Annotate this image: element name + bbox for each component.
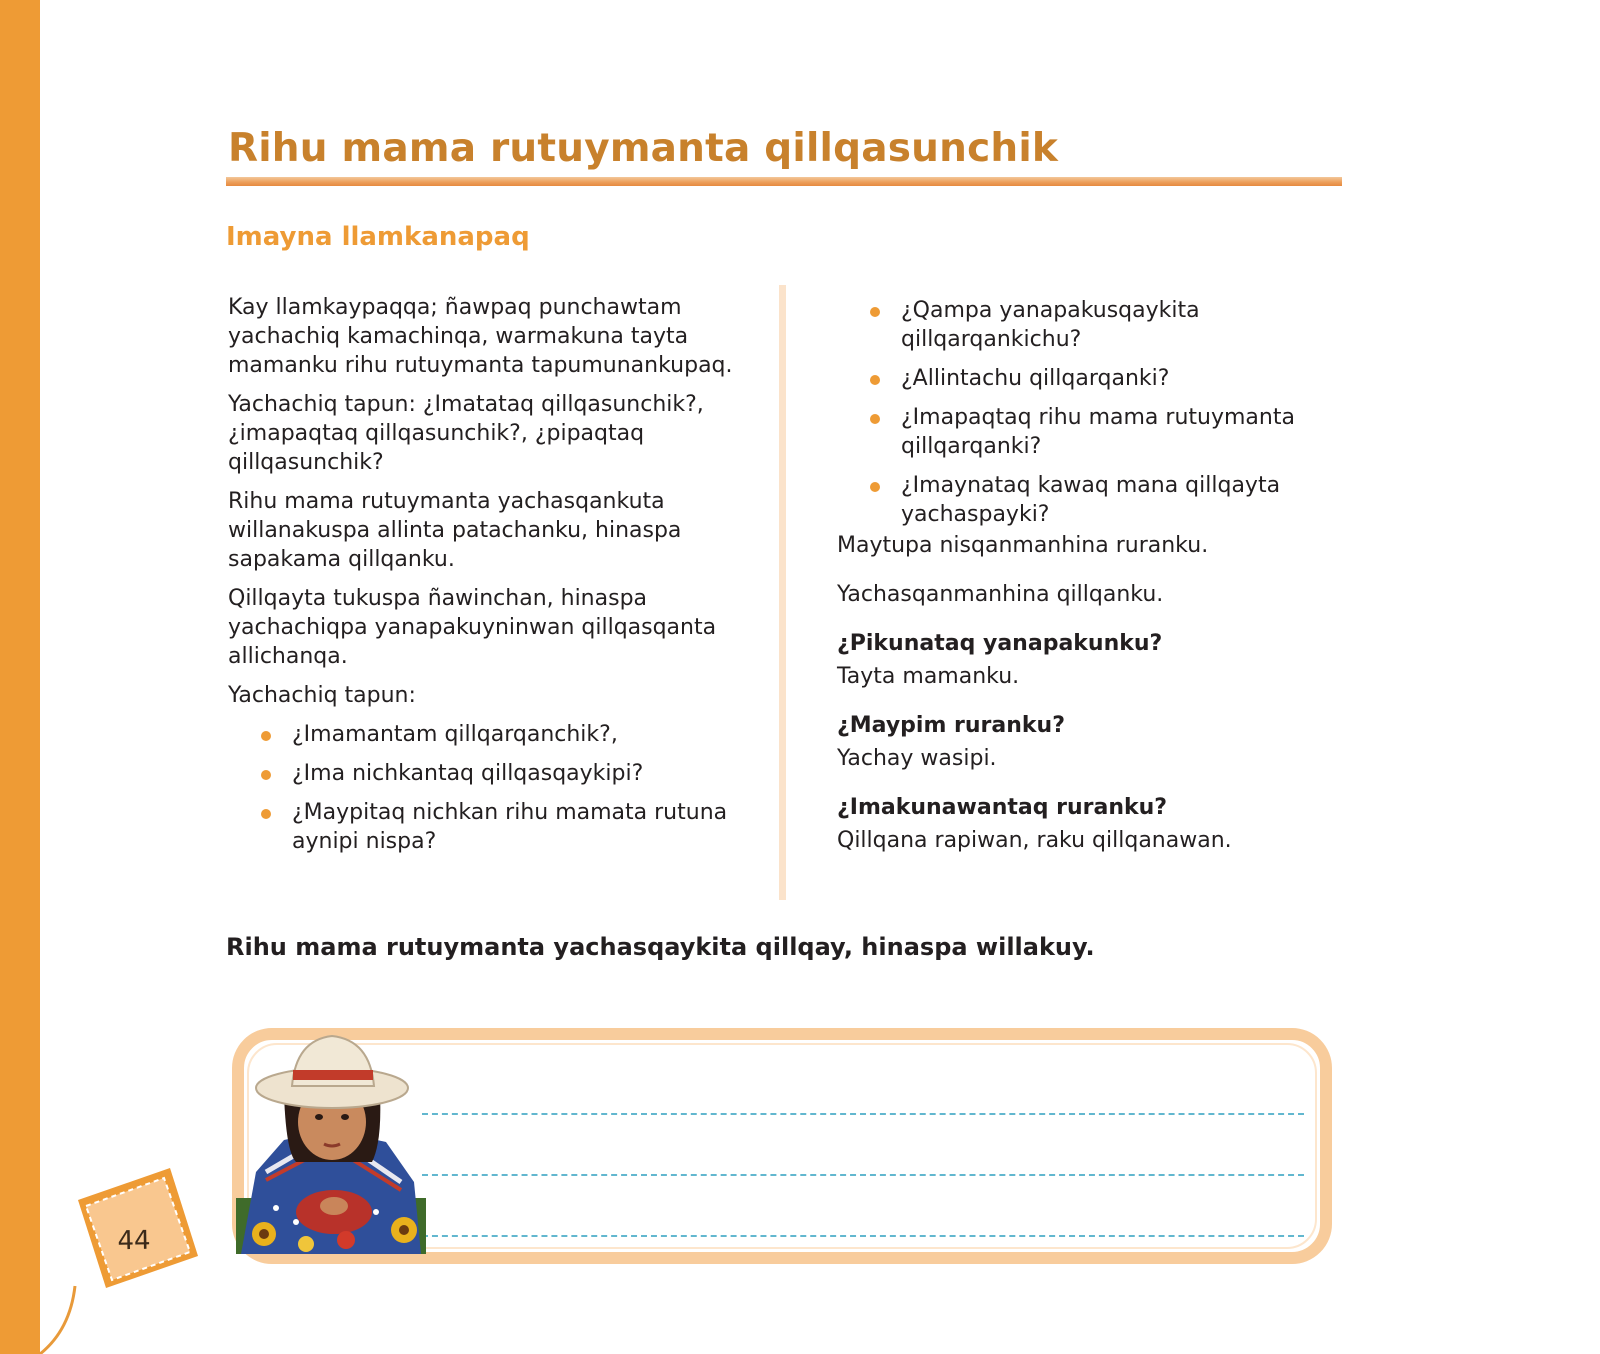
eye-shape — [341, 1114, 349, 1120]
poncho-dot — [373, 1209, 379, 1215]
writing-line[interactable] — [422, 1174, 1304, 1176]
right-column — [837, 296, 1357, 855]
kite-page-badge — [30, 1160, 240, 1354]
eye-shape — [315, 1114, 323, 1120]
list-item-text: ¿Imamantam qillqarqanchik?, — [292, 722, 618, 747]
list-item — [837, 364, 1357, 393]
page-title: Rihu mama rutuymanta qillqasunchik — [228, 126, 1059, 171]
paragraph: Kay llamkaypaqqa; ñawpaq punchawtam yachachiq kamachinqa, warmakuna tayta mamanku rihu rutuymanta tapumunankupaq. — [228, 295, 733, 378]
left-margin-band — [0, 0, 40, 1354]
bullet-icon — [870, 482, 880, 492]
list-item-text: ¿Imapaqtaq rihu mama rutuymanta qillqarqanki? — [901, 405, 1295, 459]
answer-text: Tayta mamanku. — [837, 664, 1020, 689]
bullet-icon — [870, 375, 880, 385]
writing-line[interactable] — [422, 1113, 1304, 1115]
poncho-dot — [293, 1219, 299, 1225]
left-column — [228, 293, 748, 866]
poncho-dot — [273, 1205, 279, 1211]
hat-band — [293, 1070, 373, 1080]
girl-illustration — [236, 1022, 426, 1254]
writing-instruction: Rihu mama rutuymanta yachasqaykita qillqay, hinaspa willakuy. — [226, 933, 1095, 961]
list-item-text: ¿Ima nichkantaq qillqasqaykipi? — [292, 761, 644, 786]
question-heading: ¿Imakunawantaq ruranku? — [837, 795, 1168, 820]
list-item-text: ¿Maypitaq nichkan rihu mamata rutuna aynipi nispa? — [292, 800, 728, 854]
answer-text: Yachay wasipi. — [837, 746, 997, 771]
writing-line[interactable] — [422, 1235, 1304, 1237]
paragraph: Yachachiq tapun: — [228, 683, 416, 708]
list-item — [837, 296, 1357, 354]
bullet-icon — [870, 307, 880, 317]
bullet-icon — [261, 809, 271, 819]
answer-text: Qillqana rapiwan, raku qillqanawan. — [837, 828, 1232, 853]
flower-icon — [298, 1236, 314, 1252]
bullet-icon — [261, 731, 271, 741]
list-item — [837, 403, 1357, 461]
list-item — [228, 759, 748, 788]
paragraph: Yachasqanmanhina qillqanku. — [837, 582, 1164, 607]
flower-center — [259, 1229, 269, 1239]
list-item — [228, 720, 748, 749]
column-divider — [779, 285, 786, 900]
bullet-icon — [870, 414, 880, 424]
kite-string — [40, 1286, 75, 1354]
list-item — [837, 471, 1357, 529]
flower-icon — [337, 1231, 355, 1249]
list-item-text: ¿Imaynataq kawaq mana qillqayta yachaspayki? — [901, 473, 1281, 527]
question-heading: ¿Maypim ruranku? — [837, 713, 1065, 738]
paragraph: Qillqayta tukuspa ñawinchan, hinaspa yachachiqpa yanapakuyninwan qillqasqanta allichanqa. — [228, 586, 717, 669]
page-number: 44 — [117, 1225, 151, 1257]
question-list — [228, 720, 748, 856]
question-list — [837, 296, 1357, 529]
title-underline — [226, 177, 1342, 186]
flower-center — [399, 1225, 409, 1235]
hands-shape — [320, 1197, 348, 1215]
paragraph: Yachachiq tapun: ¿Imatataq qillqasunchik?, ¿imapaqtaq qillqasunchik?, ¿pipaqtaq qillqasunchik? — [228, 392, 704, 475]
list-item-text: ¿Allintachu qillqarqanki? — [901, 366, 1170, 391]
list-item-text: ¿Qampa yanapakusqaykita qillqarqankichu? — [901, 298, 1200, 352]
list-item — [228, 798, 748, 856]
paragraph: Rihu mama rutuymanta yachasqankuta willanakuspa allinta patachanku, hinaspa sapakama qillqanku. — [228, 489, 682, 572]
paragraph: Maytupa nisqanmanhina ruranku. — [837, 533, 1209, 558]
question-heading: ¿Pikunataq yanapakunku? — [837, 631, 1163, 656]
section-subtitle: Imayna llamkanapaq — [226, 222, 530, 252]
bullet-icon — [261, 770, 271, 780]
